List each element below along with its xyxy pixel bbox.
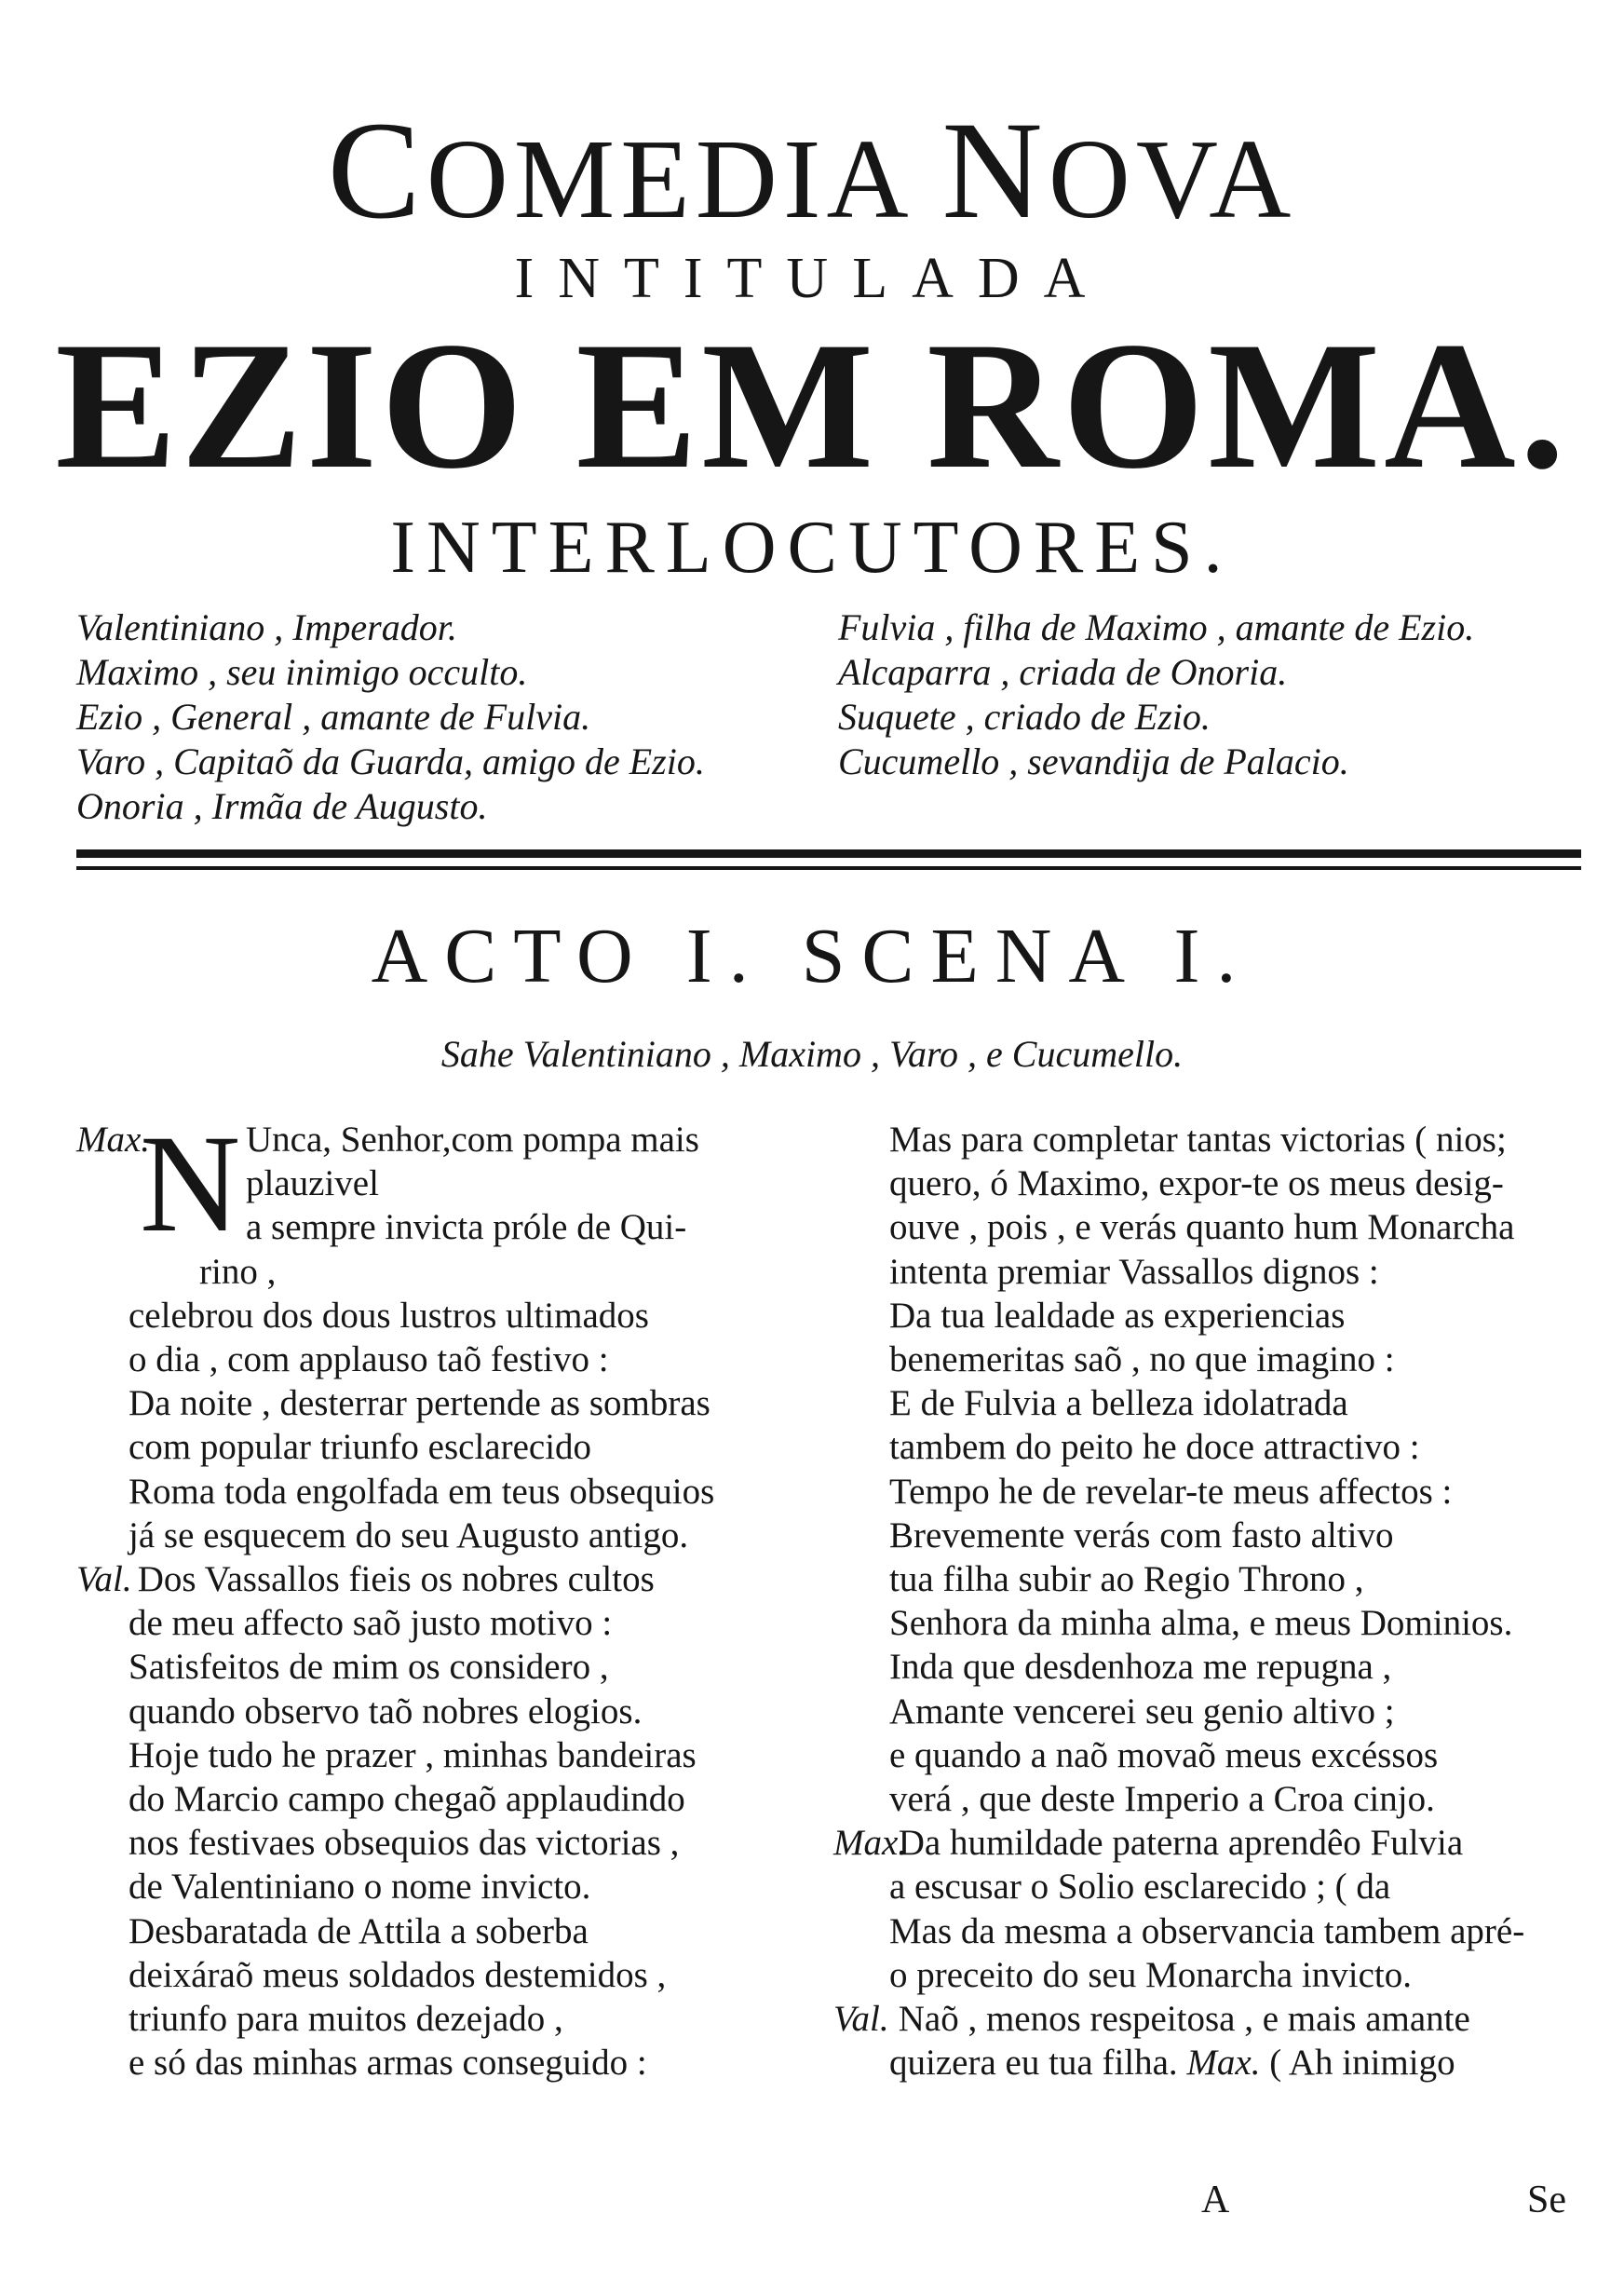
cast-entry: Cucumello , sevandija de Palacio. [838, 740, 1349, 782]
text-column-right [833, 1118, 1592, 2085]
verse-line: Satisfeitos de mim os considero , [129, 1647, 609, 1688]
verse-line: a sempre invicta próle de Qui- [246, 1207, 687, 1248]
verse-line: benemeritas saõ , no que imagino : [889, 1339, 1395, 1380]
cast-entry: Maximo , seu inimigo occulto. [76, 651, 528, 693]
interlocutors-heading: INTERLOCUTORES. [390, 507, 1234, 589]
verse-line: quando observo taõ nobres elogios. [129, 1691, 643, 1731]
verse-line: Max. Unca, Senhor,com pompa mais [76, 1118, 821, 1161]
verse-line: Inda que desdenhoza me repugna , [889, 1647, 1392, 1688]
verse-line: Roma toda engolfada em teus obsequios [129, 1471, 715, 1512]
verse-line: Amante vencerei seu genio altivo ; [889, 1691, 1395, 1731]
verse-line: de meu affecto saõ justo motivo : [129, 1603, 613, 1644]
verse-line: Hoje tudo he prazer , minhas bandeiras [129, 1734, 697, 1775]
cast-entry: Fulvia , filha de Maximo , amante de Ezio. [838, 606, 1475, 648]
cast-entry: Suquete , criado de Ezio. [838, 696, 1211, 738]
verse-line: plauzivel [246, 1163, 379, 1204]
verse-line: Mas da mesma a observancia tambem apré- [889, 1910, 1525, 1951]
text-column-left [76, 1118, 821, 2085]
verse-line: triunfo para muitos dezejado , [129, 1999, 563, 2040]
verse-line: de Valentiniano o nome invicto. [129, 1867, 591, 1908]
verse-line: Brevemente verás com fasto altivo [889, 1514, 1394, 1555]
verse-line: o preceito do seu Monarcha invicto. [889, 1954, 1412, 1995]
play-title: EZIO EM ROMA. [55, 305, 1569, 507]
signature-mark: A [1201, 2179, 1230, 2221]
cast-entry: Varo , Capitaõ da Guarda, amigo de Ezio. [76, 740, 705, 782]
verse-line: Val. Dos Vassallos fieis os nobres cultos [76, 1557, 821, 1601]
stage-direction: Sahe Valentiniano , Maximo , Varo , e Cucumello. [440, 1033, 1184, 1075]
verse-line: E de Fulvia a belleza idolatrada [889, 1383, 1348, 1424]
verse-line: e só das minhas armas conseguido : [129, 2043, 647, 2084]
verse-line: Da tua lealdade as experiencias [889, 1295, 1346, 1336]
speaker-label: Max. [833, 1823, 908, 1864]
speaker-label: Val. [76, 1559, 132, 1600]
catchword: Se [1527, 2179, 1566, 2221]
speaker-label: Val. [833, 1999, 889, 2040]
verse-line: tambem do peito he doce attractivo : [889, 1427, 1420, 1468]
verse-line: quero, ó Maximo, expor-te os meus desig- [889, 1163, 1504, 1204]
cast-entry: Onoria , Irmãa de Augusto. [76, 785, 488, 827]
verse-line: Senhora da minha alma, e meus Dominios. [889, 1603, 1513, 1644]
cast-list-right [838, 605, 1602, 784]
verse-line: rino , [199, 1251, 277, 1292]
verse-line: o dia , com applauso taõ festivo : [129, 1339, 609, 1380]
verse-line: do Marcio campo chegaõ applaudindo [129, 1779, 685, 1820]
verse-line: intenta premiar Vassallos dignos : [889, 1251, 1379, 1292]
verse-line: quizera eu tua filha. Max. ( Ah inimigo [833, 2041, 1592, 2085]
verse-line: Desbaratada de Attila a soberba [129, 1910, 589, 1951]
cast-entry: Ezio , General , amante de Fulvia. [76, 696, 591, 738]
verse-line: nos festivaes obsequios das victorias , [129, 1823, 680, 1864]
double-rule-divider [76, 849, 1581, 870]
verse-line: Max. Da humildade paterna aprendêo Fulvia [833, 1821, 1592, 1865]
speaker-label: Max. [1186, 2043, 1261, 2084]
verse-line: e quando a naõ movaõ meus excéssos [889, 1734, 1439, 1775]
verse-line: deixáraõ meus soldados destemidos , [129, 1954, 667, 1995]
cast-entry: Alcaparra , criada de Onoria. [838, 651, 1288, 693]
cast-list-left [76, 605, 821, 829]
verse-line: com popular triunfo esclarecido [129, 1427, 592, 1468]
title-comedia-nova: COMEDIA NOVA [327, 93, 1297, 248]
verse-line: Tempo he de revelar-te meus affectos : [889, 1471, 1453, 1512]
verse-line: ouve , pois , e verás quanto hum Monarcha [889, 1207, 1515, 1248]
verse-line: celebrou dos dous lustros ultimados [129, 1295, 649, 1336]
verse-line: Mas para completar tantas victorias ( nios; [889, 1120, 1507, 1160]
verse-line: verá , que deste Imperio a Croa cinjo. [889, 1779, 1435, 1820]
verse-line: já se esquecem do seu Augusto antigo. [129, 1514, 689, 1555]
verse-line: tua filha subir ao Regio Throno , [889, 1559, 1364, 1600]
cast-entry: Valentiniano , Imperador. [76, 606, 457, 648]
act-scene-heading: ACTO I. SCENA I. [371, 913, 1253, 999]
verse-line: Da noite , desterrar pertende as sombras [129, 1383, 710, 1424]
drop-cap: N [140, 1107, 241, 1261]
verse-line: a escusar o Solio esclarecido ; ( da [889, 1867, 1391, 1908]
verse-line: Val. Naõ , menos respeitosa , e mais amante [833, 1997, 1592, 2041]
speaker-label: Max. [76, 1120, 151, 1160]
title-intitulada: INTITULADA [514, 247, 1110, 310]
